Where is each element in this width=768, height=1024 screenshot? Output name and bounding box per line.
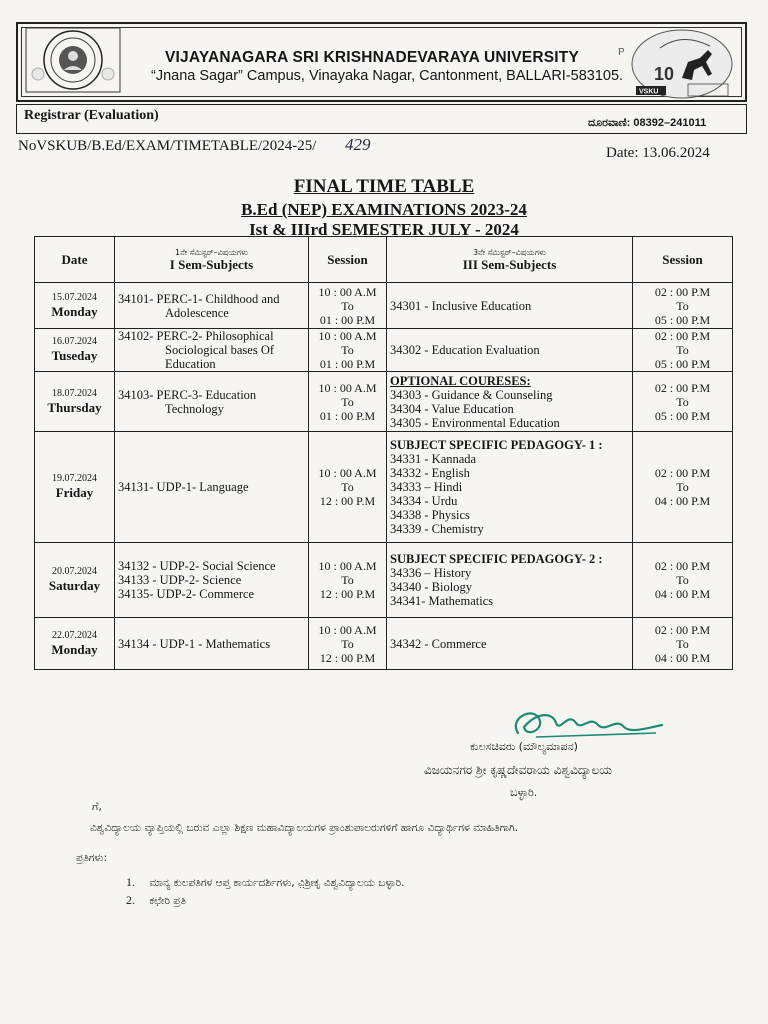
session-time: 10 : 00 A.M bbox=[318, 466, 377, 480]
sem1-subject: 34103- PERC-3- Education bbox=[118, 387, 257, 402]
session3-cell bbox=[633, 283, 733, 329]
header-sem1-kannada: 1ನೇ ಸೆಮಿಸ್ಟರ್–ವಿಷಯಗಳು bbox=[175, 248, 248, 257]
sem3-subject: 34334 - Urdu bbox=[390, 494, 458, 508]
table-row bbox=[35, 618, 733, 670]
p-mark: P bbox=[618, 47, 625, 58]
sem1-subject: 34131- UDP-1- Language bbox=[118, 480, 249, 494]
copies-label: ಪ್ರತಿಗಳು: bbox=[76, 852, 108, 864]
session-time: 10 : 00 A.M bbox=[318, 559, 377, 573]
signatory-university: ವಿಜಯನಗರ ಶ್ರೀ ಕೃಷ್ಣದೇವರಾಯ ವಿಶ್ವವಿದ್ಯಾಲಯ bbox=[424, 763, 613, 777]
date-cell bbox=[35, 432, 115, 543]
sem3-subject: 34305 - Environmental Education bbox=[390, 415, 560, 430]
university-emblem-icon bbox=[24, 26, 122, 94]
header-session1: Session bbox=[309, 237, 387, 283]
copy-item-text: ಕಛೇರಿ ಪ್ರತಿ bbox=[149, 895, 187, 907]
session-time: To bbox=[676, 394, 689, 409]
session-time: To bbox=[676, 298, 689, 313]
session-time: 01 : 00 P.M bbox=[319, 408, 376, 423]
university-address: “Jnana Sagar” Campus, Vinayaka Nagar, Cantonment, BALLARI-583105. bbox=[151, 68, 624, 84]
reference-handwritten-number: 429 bbox=[345, 135, 371, 154]
exam-day: Monday bbox=[51, 303, 98, 319]
session1-cell bbox=[309, 329, 387, 372]
header-sem1-label: I Sem-Subjects bbox=[169, 257, 254, 272]
copy-item bbox=[126, 893, 186, 908]
sem3-subject: 34336 – History bbox=[390, 566, 472, 580]
sem1-subject: 34135- UDP-2- Commerce bbox=[118, 587, 255, 601]
session-time: 05 : 00 P.M bbox=[654, 312, 711, 327]
decade-logo-icon bbox=[630, 28, 735, 100]
session3-cell bbox=[633, 543, 733, 618]
table-header-row bbox=[35, 237, 733, 283]
exam-day: Friday bbox=[55, 485, 94, 500]
exam-day: Saturday bbox=[48, 578, 101, 593]
session-time: To bbox=[341, 298, 354, 313]
date-cell bbox=[35, 618, 115, 670]
session3-cell bbox=[633, 618, 733, 670]
sem1-subjects-cell bbox=[115, 283, 309, 329]
exam-date: 19.07.2024 bbox=[52, 473, 97, 484]
session-time: 10 : 00 A.M bbox=[318, 329, 377, 343]
sem3-subject: 34301 - Inclusive Education bbox=[390, 298, 532, 313]
sem3-subject: 34339 - Chemistry bbox=[390, 522, 484, 536]
header-sem3-label: III Sem-Subjects bbox=[462, 257, 557, 272]
sem3-subjects-cell bbox=[387, 372, 633, 432]
sem3-section-heading: SUBJECT SPECIFIC PEDAGOGY- 2 : bbox=[390, 552, 603, 566]
page-title: FINAL TIME TABLE bbox=[293, 176, 475, 197]
header-date: Date bbox=[35, 237, 115, 283]
session-time: To bbox=[676, 343, 689, 357]
session-time: 01 : 00 P.M bbox=[319, 357, 376, 371]
exam-date: 16.07.2024 bbox=[52, 336, 97, 347]
session-time: 04 : 00 P.M bbox=[654, 650, 711, 665]
sem3-subject: 34340 - Biology bbox=[390, 580, 472, 594]
table-row bbox=[35, 283, 733, 329]
table-row bbox=[35, 329, 733, 372]
sem3-section-heading: SUBJECT SPECIFIC PEDAGOGY- 1 : bbox=[390, 438, 603, 452]
session-time: 05 : 00 P.M bbox=[654, 357, 711, 371]
sem1-subject: 34102- PERC-2- Philosophical bbox=[118, 329, 274, 343]
sem1-subject: Technology bbox=[165, 401, 224, 416]
session-time: 02 : 00 P.M bbox=[654, 284, 711, 299]
sem1-subjects-cell bbox=[115, 329, 309, 372]
session-time: 02 : 00 P.M bbox=[654, 622, 711, 637]
sem1-subject: 34132 - UDP-2- Social Science bbox=[118, 559, 276, 573]
semester-title: Ist & IIIrd SEMESTER JULY - 2024 bbox=[249, 220, 519, 239]
exam-title: B.Ed (NEP) EXAMINATIONS 2023-24 bbox=[241, 200, 527, 219]
sem3-subjects-cell bbox=[387, 329, 633, 372]
date-cell bbox=[35, 372, 115, 432]
sem1-subject: 34101- PERC-1- Childhood and bbox=[118, 291, 280, 306]
sem3-section-heading: OPTIONAL COURESES: bbox=[390, 373, 531, 388]
session-time: 12 : 00 P.M bbox=[319, 587, 376, 601]
sem3-subject: 34332 - English bbox=[390, 466, 470, 480]
sem1-subject: Education bbox=[165, 357, 216, 371]
session3-cell bbox=[633, 432, 733, 543]
session-time: 12 : 00 P.M bbox=[319, 494, 376, 508]
session-time: To bbox=[341, 636, 354, 651]
header-sem1 bbox=[115, 237, 309, 283]
session-time: 01 : 00 P.M bbox=[319, 312, 376, 327]
session-time: 04 : 00 P.M bbox=[654, 587, 711, 601]
session1-cell bbox=[309, 432, 387, 543]
session1-cell bbox=[309, 372, 387, 432]
sem3-subjects-cell bbox=[387, 283, 633, 329]
sem1-subjects-cell bbox=[115, 543, 309, 618]
exam-day: Thursday bbox=[47, 399, 102, 415]
sem3-subject: 34303 - Guidance & Counseling bbox=[390, 387, 553, 402]
header-sem3-kannada: 3ನೇ ಸೆಮಿಸ್ಟರ್–ವಿಷಯಗಳು bbox=[473, 248, 546, 257]
exam-day: Monday bbox=[51, 641, 98, 657]
session-time: To bbox=[676, 573, 689, 587]
session-time: 10 : 00 A.M bbox=[318, 380, 377, 395]
sem3-subject: 34302 - Education Evaluation bbox=[390, 343, 540, 357]
sem3-subject: 34338 - Physics bbox=[390, 508, 470, 522]
exam-date: 22.07.2024 bbox=[52, 629, 97, 641]
sem1-subjects-cell bbox=[115, 618, 309, 670]
sem1-subject: 34134 - UDP-1 - Mathematics bbox=[118, 636, 271, 651]
copy-item-number: 2. bbox=[126, 893, 135, 907]
session-time: 02 : 00 P.M bbox=[654, 380, 711, 395]
session3-cell bbox=[633, 329, 733, 372]
sem1-subject: Sociological bases Of bbox=[165, 343, 275, 357]
session-time: To bbox=[676, 636, 689, 651]
session-time: 10 : 00 A.M bbox=[318, 622, 377, 637]
sem3-subjects-cell bbox=[387, 543, 633, 618]
session-time: To bbox=[676, 480, 689, 494]
exam-date: 15.07.2024 bbox=[52, 291, 97, 303]
sem3-subject: 34341- Mathematics bbox=[390, 594, 494, 608]
header-session3: Session bbox=[633, 237, 733, 283]
copy-item-text: ಮಾನ್ಯ ಕುಲಪತಿಗಳ ಆಪ್ತ ಕಾರ್ಯದರ್ಶಿಗಳು, ವಿ಼ಶ್ರೀಕೃ ವಿಶ್ವವಿದ್ಯಾಲಯ ಬಳ್ಳಾರಿ. bbox=[149, 877, 405, 889]
to-label: ಗೆ, bbox=[92, 800, 102, 813]
session-time: To bbox=[341, 343, 354, 357]
session1-cell bbox=[309, 543, 387, 618]
exam-date: 20.07.2024 bbox=[52, 566, 97, 577]
phone-number: ದೂರವಾಣಿ: 08392–241011 bbox=[588, 117, 707, 129]
sem3-subject: 34331 - Kannada bbox=[390, 452, 477, 466]
session-time: 05 : 00 P.M bbox=[654, 408, 711, 423]
session-time: To bbox=[341, 480, 354, 494]
session-time: To bbox=[341, 573, 354, 587]
timetable bbox=[34, 236, 733, 670]
table-row bbox=[35, 432, 733, 543]
vsku-text: VSKU bbox=[639, 88, 659, 96]
signatory-title: ಕುಲಸಚಿವರು (ಮೌಲ್ಯಮಾಪನ) bbox=[470, 740, 578, 753]
signatory-place: ಬಳ್ಳಾರಿ. bbox=[510, 786, 538, 799]
sem1-subjects-cell bbox=[115, 372, 309, 432]
session-time: 02 : 00 P.M bbox=[654, 559, 711, 573]
session1-cell bbox=[309, 618, 387, 670]
session1-cell bbox=[309, 283, 387, 329]
session-time: 10 : 00 A.M bbox=[318, 284, 377, 299]
sem1-subject: Adolescence bbox=[165, 305, 229, 320]
sem3-subject: 34342 - Commerce bbox=[390, 636, 487, 651]
reference-number: NoVSKUB/B.Ed/EXAM/TIMETABLE/2024-25/ bbox=[18, 138, 317, 154]
copy-item-number: 1. bbox=[126, 875, 135, 889]
table-row bbox=[35, 372, 733, 432]
exam-date: 18.07.2024 bbox=[52, 387, 97, 399]
circular-message: ವಿಶ್ವವಿದ್ಯಾಲಯ ವ್ಯಾಪ್ತಿಯಲ್ಲಿ ಬರುವ ಎಲ್ಲಾ ಶಿಕ್ಷಣ ಮಹಾವಿದ್ಯಾಲಯಗಳ ಪ್ರಾಂಶುಪಾಲರುಗಳಿಗೆ ಹಾಗೂ ವಿದ್ಯಾರ್ಥಿಗಳ ಮಾಹಿತಿಗಾಗಿ. bbox=[90, 822, 519, 834]
sem3-subjects-cell bbox=[387, 618, 633, 670]
date-cell bbox=[35, 329, 115, 372]
sem3-subject: 34333 – Hindi bbox=[390, 480, 463, 494]
sem3-subjects-cell bbox=[387, 432, 633, 543]
sem3-subject: 34304 - Value Education bbox=[390, 401, 514, 416]
office-name: Registrar (Evaluation) bbox=[24, 108, 159, 123]
header-sem3 bbox=[387, 237, 633, 283]
sem1-subjects-cell bbox=[115, 432, 309, 543]
session-time: 12 : 00 P.M bbox=[319, 650, 376, 665]
university-name: VIJAYANAGARA SRI KRISHNADEVARAYA UNIVERSITY bbox=[165, 49, 579, 66]
document-date: Date: 13.06.2024 bbox=[606, 145, 710, 161]
sem1-subject: 34133 - UDP-2- Science bbox=[118, 573, 242, 587]
session-time: 04 : 00 P.M bbox=[654, 494, 711, 508]
session-time: 02 : 00 P.M bbox=[654, 466, 711, 480]
copy-item bbox=[126, 875, 404, 890]
date-cell bbox=[35, 283, 115, 329]
exam-day: Tuseday bbox=[51, 348, 98, 363]
date-cell bbox=[35, 543, 115, 618]
session3-cell bbox=[633, 372, 733, 432]
session-time: 02 : 00 P.M bbox=[654, 329, 711, 343]
table-row bbox=[35, 543, 733, 618]
decade-number: 10 bbox=[654, 64, 675, 84]
session-time: To bbox=[341, 394, 354, 409]
